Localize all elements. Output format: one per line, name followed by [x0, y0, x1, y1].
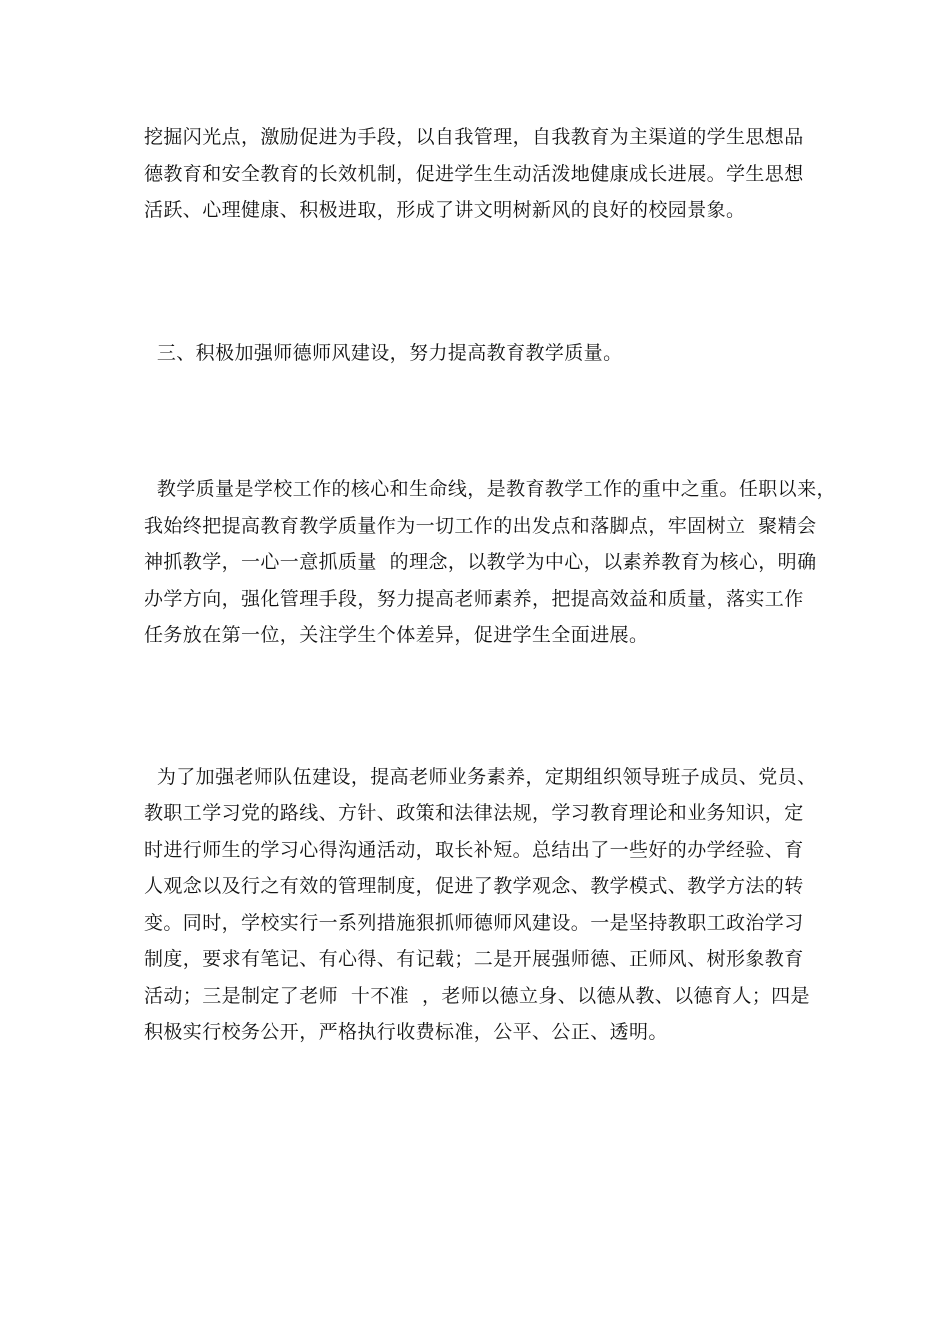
paragraph-line: 神抓教学，一心一意抓质量 的理念，以教学为中心，以素养教育为核心，明确 — [144, 551, 817, 573]
paragraph-line: 教职工学习党的路线、方针、政策和法律法规，学习教育理论和业务知识，定 — [144, 802, 804, 824]
paragraph-line: 德教育和安全教育的长效机制，促进学生生动活泼地健康成长进展。学生思想 — [144, 163, 804, 185]
paragraph-line: 制度，要求有笔记、有心得、有记载；二是开展强师德、正师风、树形象教育 — [144, 948, 804, 970]
paragraph-line: 活跃、心理健康、积极进取，形成了讲文明树新风的良好的校园景象。 — [144, 199, 746, 221]
section-heading: 三、积极加强师德师风建设，努力提高教育教学质量。 — [144, 342, 623, 364]
paragraph-line: 变。同时，学校实行一系列措施狠抓师德师风建设。一是坚持教职工政治学习 — [144, 912, 804, 934]
paragraph-line: 我始终把提高教育教学质量作为一切工作的出发点和落脚点，牢固树立 聚精会 — [144, 515, 817, 537]
paragraph-line: 时进行师生的学习心得沟通活动，取长补短。总结出了一些好的办学经验、育 — [144, 839, 804, 861]
paragraph-line: 积极实行校务公开，严格执行收费标准，公平、公正、透明。 — [144, 1021, 668, 1043]
paragraph-line: 办学方向，强化管理手段，努力提高老师素养，把提高效益和质量，落实工作 — [144, 588, 804, 610]
paragraph-line: 教学质量是学校工作的核心和生命线，是教育教学工作的重中之重。任职以来， — [144, 478, 836, 500]
paragraph-line: 活动；三是制定了老师 十不准 ，老师以德立身、以德从教、以德育人；四是 — [144, 985, 810, 1007]
paragraph-line: 任务放在第一位，关注学生个体差异，促进学生全面进展。 — [144, 624, 649, 646]
paragraph-line: 为了加强老师队伍建设，提高老师业务素养，定期组织领导班子成员、党员、 — [144, 766, 817, 788]
paragraph-line: 人观念以及行之有效的管理制度，促进了教学观念、教学模式、教学方法的转 — [144, 875, 804, 897]
paragraph-line: 挖掘闪光点，激励促进为手段，以自我管理，自我教育为主渠道的学生思想品 — [144, 126, 804, 148]
